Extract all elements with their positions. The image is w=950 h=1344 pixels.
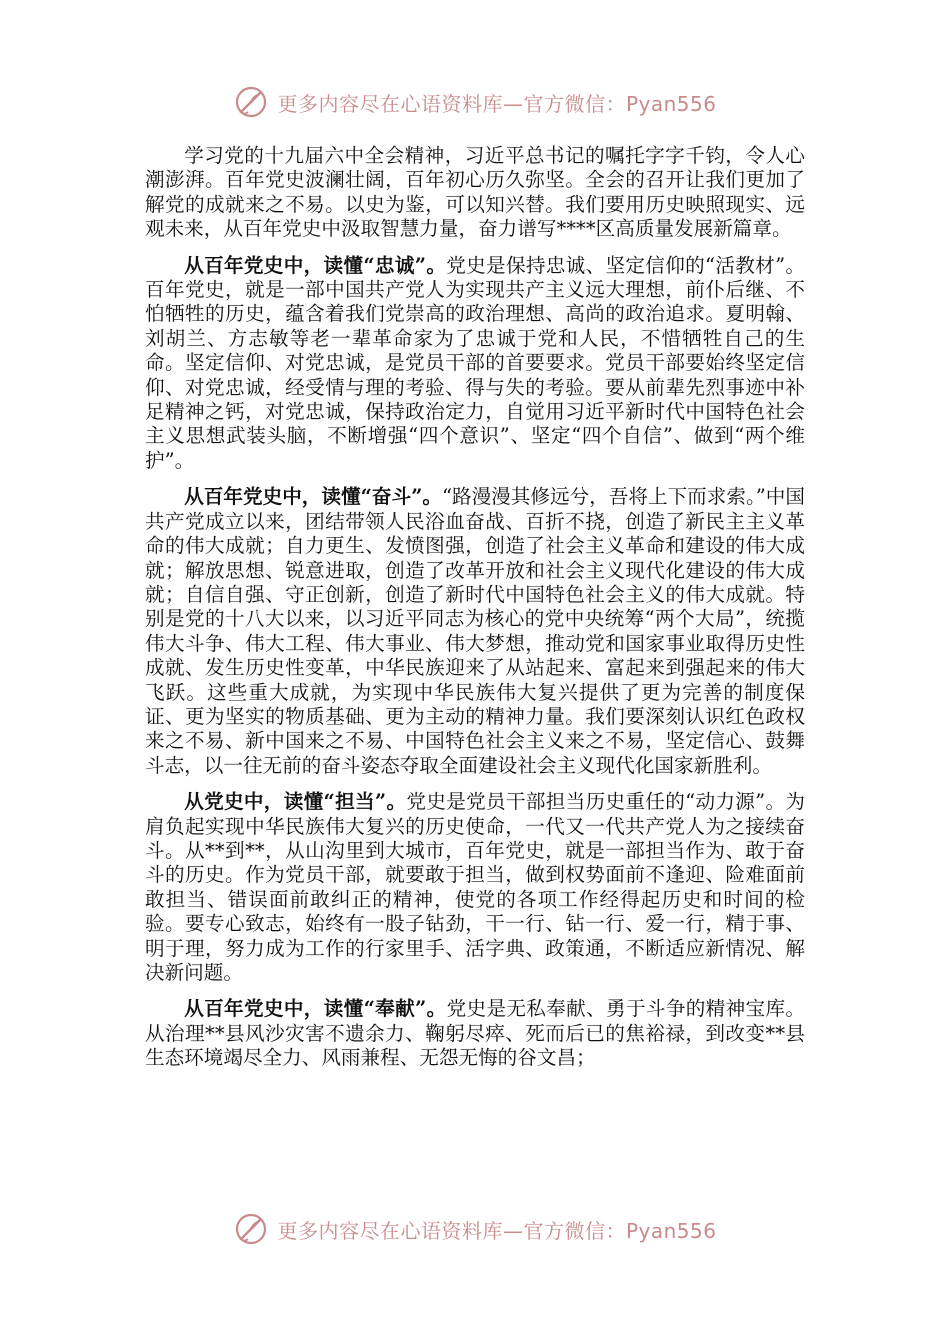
document-body <box>145 144 805 1083</box>
paragraph-dedication <box>145 997 805 1070</box>
section-heading-dedication: 从百年党史中，读懂“奉献”。 <box>184 997 447 1021</box>
paragraph-intro <box>145 144 805 242</box>
header-watermark-banner <box>0 82 950 122</box>
quill-logo-icon <box>233 84 269 120</box>
section-heading-responsibility: 从党史中，读懂“担当”。 <box>184 790 407 814</box>
paragraph-body: 党史是无私奉献、勇于斗争的精神宝库。从治理**县风沙灾害不遗余力、鞠躬尽瘁、死而后已的焦裕禄，到改变**县生态环境竭尽全力、风雨兼程、无怨无悔的谷文昌； <box>145 997 805 1070</box>
watermark-text: 更多内容尽在心语资料库—官方微信：Pyan556 <box>277 91 717 116</box>
section-heading-loyalty: 从百年党史中，读懂“忠诚”。 <box>184 253 447 277</box>
paragraph-body: 党史是保持忠诚、坚定信仰的“活教材”。百年党史，就是一部中国共产党人为实现共产主义远大理想，前仆后继、不怕牺牲的历史，蕴含着我们党崇高的政治理想、高尚的政治追求。夏明翰、刘胡兰、方志敏等老一辈革命家为了忠诚于党和人民，不惜牺牲自己的生命。坚定信仰、对党忠诚，是党员干部的首要要求。党员干部要始终坚定信仰、对党忠诚，经受情与理的考验、得与失的考验。要从前辈先烈事迹中补足精神之钙，对党忠诚，保持政治定力，自觉用习近平新时代中国特色社会主义思想武装头脑，不断增强“四个意识”、坚定“四个自信”、做到“两个维护”。 <box>145 253 805 472</box>
watermark-text: 更多内容尽在心语资料库—官方微信：Pyan556 <box>277 1218 717 1243</box>
paragraph-struggle <box>145 485 805 778</box>
paragraph-loyalty <box>145 254 805 474</box>
paragraph-body: “路漫漫其修远兮，吾将上下而求索。”中国共产党成立以来，团结带领人民浴血奋战、百折不挠，创造了新民主主义革命的伟大成就；自力更生、发愤图强，创造了社会主义革命和建设的伟大成就；解放思想、锐意进取，创造了改革开放和社会主义现代化建设的伟大成就；自信自强、守正创新，创造了新时代中国特色社会主义的伟大成就。特别是党的十八大以来，以习近平同志为核心的党中央统筹“两个大局”，统揽伟大斗争、伟大工程、伟大事业、伟大梦想，推动党和国家事业取得历史性成就、发生历史性变革，中华民族迎来了从站起来、富起来到强起来的伟大飞跃。这些重大成就，为实现中华民族伟大复兴提供了更为完善的制度保证、更为坚实的物质基础、更为主动的精神力量。我们要深刻认识红色政权来之不易、新中国来之不易、中国特色社会主义来之不易，坚定信心、鼓舞斗志，以一往无前的奋斗姿态夺取全面建设社会主义现代化国家新胜利。 <box>145 485 805 777</box>
paragraph-body: 党史是党员干部担当历史重任的“动力源”。为肩负起实现中华民族伟大复兴的历史使命，一代又一代共产党人为之接续奋斗。从**到**，从山沟里到大城市，百年党史，就是一部担当作为、敢于奋斗的历史。作为党员干部，就要敢于担当，做到权势面前不逢迎、险难面前敢担当、错误面前敢纠正的精神，使党的各项工作经得起历史和时间的检验。要专心致志，始终有一股子钻劲，干一行、钻一行、爱一行，精于事、明于理，努力成为工作的行家里手、活字典、政策通，不断适应新情况、解决新问题。 <box>145 790 805 984</box>
paragraph-responsibility <box>145 790 805 985</box>
footer-watermark-banner <box>0 1209 950 1249</box>
section-heading-struggle: 从百年党史中，读懂“奋斗”。 <box>184 485 442 509</box>
quill-logo-icon <box>233 1211 269 1247</box>
paragraph-body: 学习党的十九届六中全会精神，习近平总书记的嘱托字字千钧，令人心潮澎湃。百年党史波澜壮阔，百年初心历久弥坚。全会的召开让我们更加了解党的成就来之不易。以史为鉴，可以知兴替。我们要用历史映照现实、远观未来，从百年党史中汲取智慧力量，奋力谱写****区高质量发展新篇章。 <box>145 144 805 241</box>
